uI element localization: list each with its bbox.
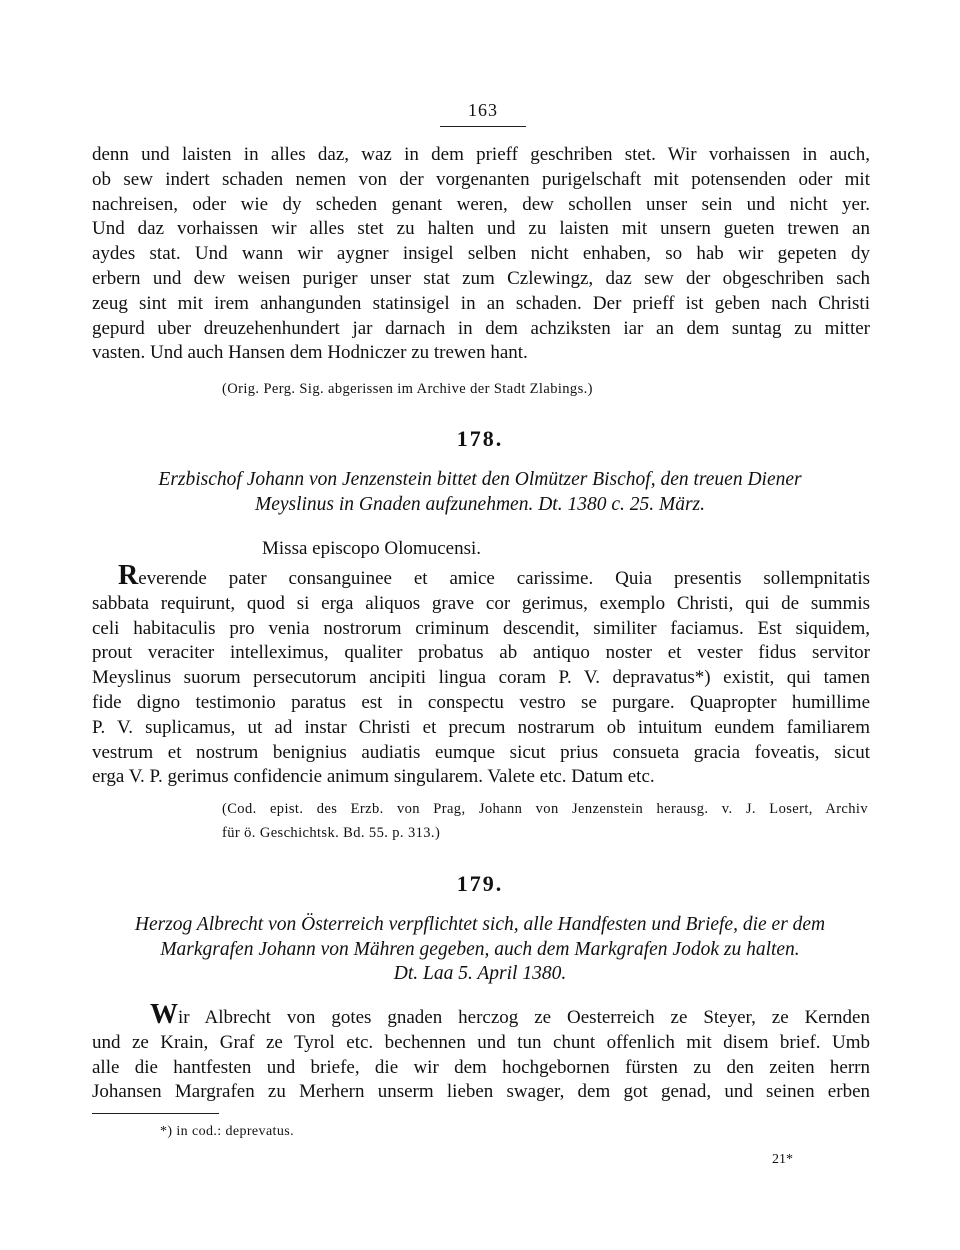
text-line: denn und laisten in alles daz, waz in dem prieff geschriben stet. Wir vorhaissen in auch, xyxy=(92,144,870,165)
note-line: für ö. Geschichtsk. Bd. 55. p. 313.) xyxy=(222,825,441,841)
text-line: vestrum et nostrum benignius audiatis eumque sicut prius consueta gracia foveatis, sicut xyxy=(92,741,870,763)
document-heading xyxy=(110,468,850,517)
footnote-rule xyxy=(92,1113,219,1114)
heading-line: Erzbischof Johann von Jenzenstein bittet den Olmützer Bischof, den treuen Diener xyxy=(158,469,802,490)
initial-letter: W xyxy=(150,999,178,1030)
page-number: 163 xyxy=(468,100,498,120)
text-line-first xyxy=(92,999,870,1031)
text-line: vasten. Und auch Hansen dem Hodniczer zu trewen hant. xyxy=(92,342,528,364)
text-line-first xyxy=(92,560,870,592)
signature-mark: 21* xyxy=(772,1152,793,1167)
source-note: (Orig. Perg. Sig. abgerissen im Archive der Stadt Zlabings.) xyxy=(222,381,593,397)
heading-line: Herzog Albrecht von Österreich verpflichtet sich, alle Handfesten und Briefe, die er dem xyxy=(134,914,826,935)
note-line: (Cod. epist. des Erzb. von Prag, Johann von Jenzenstein herausg. v. J. Losert, Archiv xyxy=(222,801,868,817)
text-line: zeug sint mit irem anhangunden statinsigel in an schaden. Der prieff ist geben nach Christi xyxy=(92,292,870,314)
document-text xyxy=(92,999,870,1105)
document-text xyxy=(92,560,870,790)
document-heading xyxy=(110,913,850,987)
text-line: gepurd uber dreuzehenhundert jar darnach in dem achziksten iar an dem suntag zu mitter xyxy=(92,317,870,339)
text-line: prout veraciter intelleximus, qualiter probatus ab antiquo noster et vester fidus servitor xyxy=(92,642,870,664)
text-line: aydes stat. Und wann wir aygner insigel selben nicht enhaben, so hab wir gepeten dy xyxy=(92,243,870,265)
heading-line: Markgrafen Johann von Mähren gegeben, auch dem Markgrafen Jodok zu halten. xyxy=(160,938,800,960)
text-line: und ze Krain, Graf ze Tyrol etc. bechennen und tun chunt offenlich mit disem brief. Umb xyxy=(92,1031,870,1053)
document-number: 179. xyxy=(456,871,504,896)
text-line: everende pater consanguinee et amice carissime. Quia presentis sollempnitatis xyxy=(138,568,870,589)
text-line: erbern und dew weisen puriger unser stat zum Czlewingz, daz sew der obgeschriben sach xyxy=(92,267,870,289)
text-line: Johansen Margrafen zu Merhern unserm lieben swager, dem got genad, und seinen erben xyxy=(92,1081,870,1103)
page-number-rule xyxy=(440,126,526,127)
text-line: fide digno testimonio paratus est in conspectu vestro se purgare. Quapropter humillime xyxy=(92,691,870,713)
text-line: Und daz vorhaissen wir alles stet zu halten und zu laisten mit unsern gueten trewen an xyxy=(92,218,870,240)
heading-line: Dt. Laa 5. April 1380. xyxy=(393,963,567,985)
text-line: P. V. suplicamus, ut ad instar Christi et precum nostrarum ob intuitum eundem familiarem xyxy=(92,716,870,738)
continuation-text xyxy=(92,143,870,366)
text-line: alle die hantfesten und briefe, die wir dem hochgebornen fürsten zu den zeiten herrn xyxy=(92,1056,870,1078)
salutation: Missa episcopo Olomucensi. xyxy=(262,538,482,559)
document-number: 178. xyxy=(456,426,504,451)
footnote: *) in cod.: deprevatus. xyxy=(160,1124,294,1139)
text-line: erga V. P. gerimus confidencie animum singularem. Valete etc. Datum etc. xyxy=(92,766,655,788)
text-line: ob sew indert schaden nemen von der vorgenanten purigelschaft mit potensenden oder mit xyxy=(92,168,870,190)
initial-letter: R xyxy=(118,560,139,591)
text-line: ir Albrecht von gotes gnaden herczog ze Oesterreich ze Steyer, ze Kernden xyxy=(178,1007,870,1028)
text-line: sabbata requirunt, quod si erga aliquos grave cor gerimus, exemplo Christi, qui de summis xyxy=(92,592,870,614)
source-note xyxy=(222,797,868,845)
text-line: Meyslinus suorum persecutorum ancipiti lingua coram P. V. depravatus*) existit, qui tamen xyxy=(92,667,870,689)
text-line: nachreisen, oder wie dy scheden genant weren, dew schollen unser sein und nicht yer. xyxy=(92,193,870,215)
heading-line: Meyslinus in Gnaden aufzunehmen. Dt. 1380 c. 25. März. xyxy=(254,493,706,515)
text-line: celi habitaculis pro venia nostrorum criminum descendit, similiter faciamus. Est siquidem, xyxy=(92,617,870,639)
